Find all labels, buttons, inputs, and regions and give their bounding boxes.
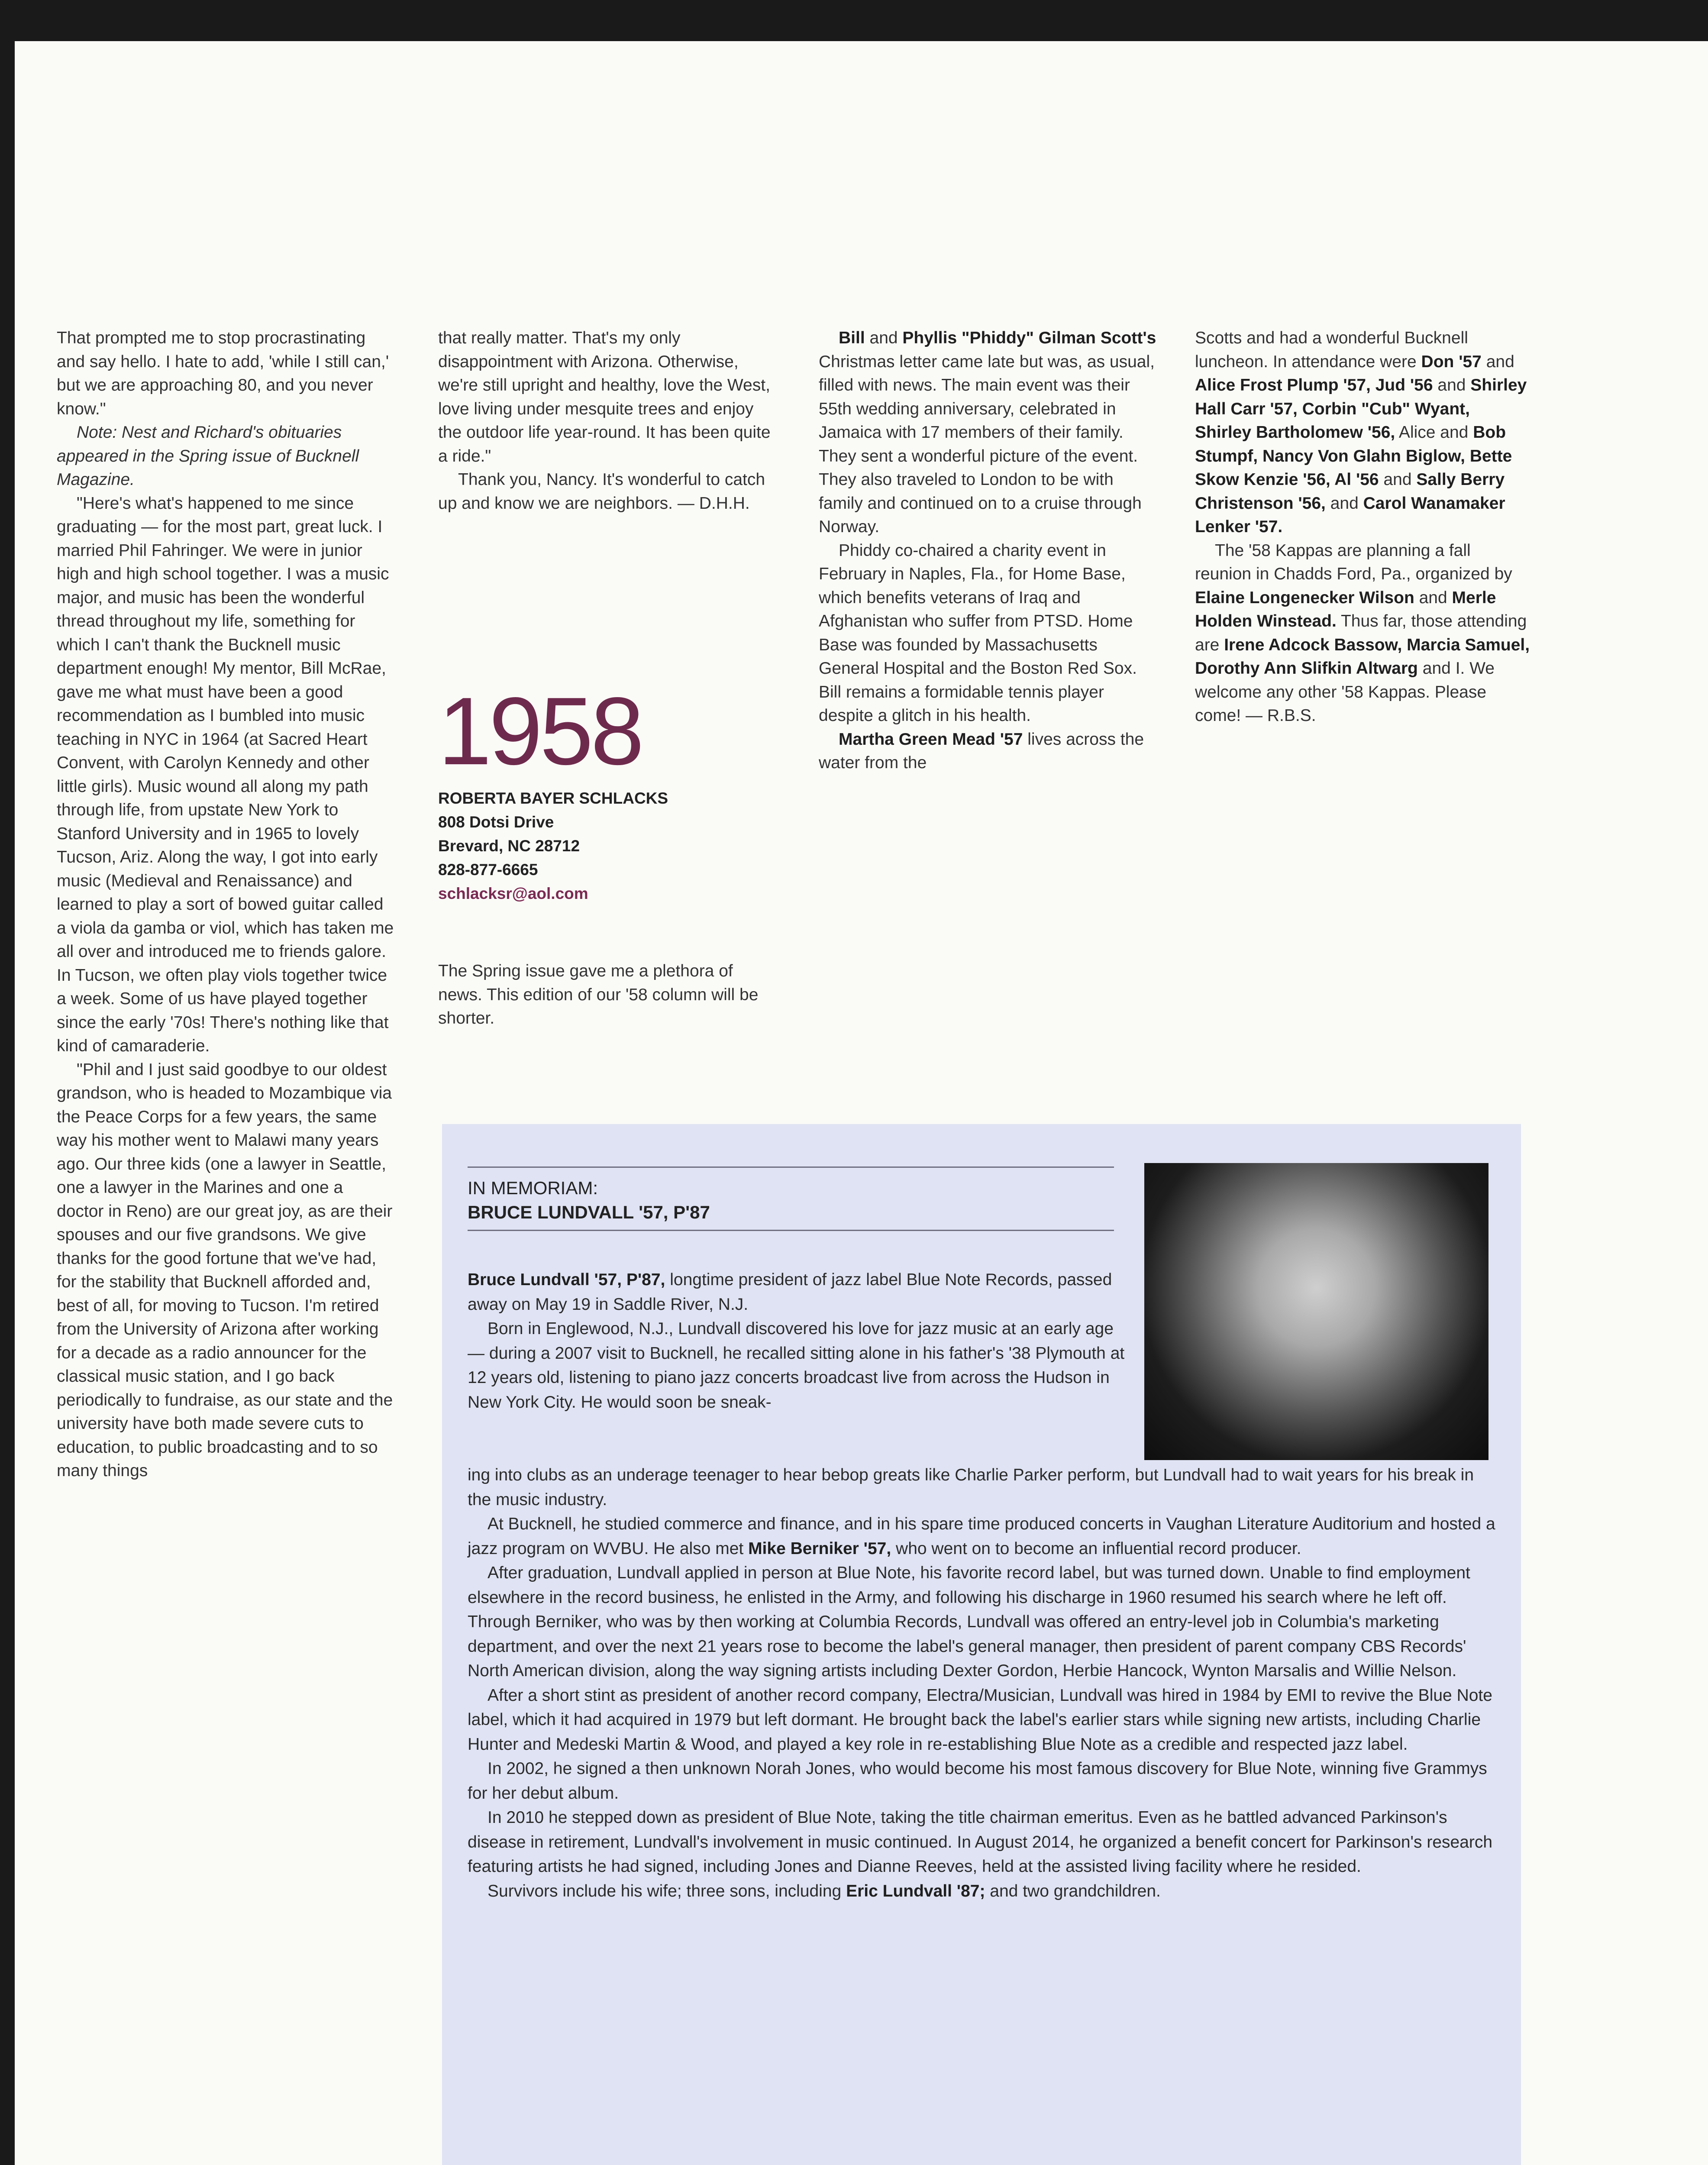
memorial-top-rule <box>468 1167 1114 1168</box>
memorial-body-top <box>468 1268 1134 1415</box>
memorial-heading <box>468 1176 710 1225</box>
secretary-phone: 828-877-6665 <box>438 861 538 879</box>
col4-paragraph-1: Scotts and had a wonderful Bucknell luncheon. In attendance were Don '57 and Alice Frost Plump '57, Jud '56 and Shirley Hall Carr '57, Corbin "Cub" Wyant, Shirley Bartholomew '56, Alice and Bob Stumpf, Nancy Von Glahn Biglow, Bette Skow Kenzie '56, Al '56 and Sally Berry Christenson '56, and Carol Wanamaker Lenker '57. <box>1195 329 1527 536</box>
memorial-paragraph-2-cont: ing into clubs as an underage teenager to hear bebop greats like Charlie Parker perform, but Lundvall had to wait years for his break in the music industry. <box>468 1466 1474 1509</box>
memorial-paragraph-5: After a short stint as president of another record company, Electra/Musician, Lundvall was hired in 1984 by EMI to revive the Blue Note label, which it had acquired in 1979 but left dormant. He brought back the label's earlier stars while signing new artists, including Charlie Hunter and Medeski Martin & Wood, and played a key role in re-establishing Blue Note as a credible and respected jazz label. <box>468 1686 1492 1754</box>
col3-paragraph-2: Phiddy co-chaired a charity event in February in Naples, Fla., for Home Base, which benefits veterans of Iraq and Afghanistan who suffer from PTSD. Home Base was founded by Massachusetts General Hospital and the Boston Red Sox. Bill remains a formidable tennis player despite a glitch in his health. <box>819 541 1137 725</box>
memorial-title: BRUCE LUNDVALL '57, P'87 <box>468 1202 710 1222</box>
col1-note: Note: Nest and Richard's obituaries appeared in the Spring issue of Bucknell Magazine. <box>57 423 359 489</box>
memorial-body-bottom <box>468 1463 1498 1903</box>
secretary-city: Brevard, NC 28712 <box>438 837 580 855</box>
column-3 <box>819 326 1156 775</box>
column-2-lower <box>438 960 776 1031</box>
col3-paragraph-3: Martha Green Mead '57 lives across the water from the <box>819 730 1144 772</box>
col1-paragraph-3: "Phil and I just said goodbye to our oldest grandson, who is headed to Mozambique via the Peace Corps for a few years, the same way his mother went to Malawi many years ago. Our three kids (one a lawyer in Seattle, one a lawyer in the Marines and one a doctor in Reno) are our great joy, as are their spouses and our five grandsons. We give thanks for the good fortune that we've had, for the stability that Bucknell afforded and, best of all, for moving to Tucson. I'm retired from the University of Arizona after working for a decade as a radio announcer for the classical music station, and I go back periodically to fundraise, as our state and the university have both made severe cuts to education, to public broadcasting and to so many things <box>57 1060 393 1480</box>
memorial-bottom-rule <box>468 1230 1114 1231</box>
class-secretary-address <box>438 786 668 905</box>
column-1 <box>57 326 394 1483</box>
col1-paragraph-1: That prompted me to stop procrastinating and say hello. I hate to add, 'while I still can,' but we are approaching 80, and you never know." <box>57 329 389 418</box>
secretary-street: 808 Dotsi Drive <box>438 813 554 831</box>
col2-paragraph-3: The Spring issue gave me a plethora of news. This edition of our '58 column will be shorter. <box>438 962 759 1028</box>
portrait-photo <box>1144 1163 1488 1460</box>
col2-paragraph-1: that really matter. That's my only disappointment with Arizona. Otherwise, we're still upright and healthy, love the West, love living under mesquite trees and enjoy the outdoor life year-round. It has been quite a ride." <box>438 329 771 465</box>
memorial-paragraph-1: Bruce Lundvall '57, P'87, longtime president of jazz label Blue Note Records, passed away on May 19 in Saddle River, N.J. <box>468 1270 1112 1314</box>
column-2 <box>438 326 776 515</box>
secretary-name: ROBERTA BAYER SCHLACKS <box>438 789 668 807</box>
memorial-paragraph-4: After graduation, Lundvall applied in person at Blue Note, his favorite record label, but was turned down. Unable to find employment elsewhere in the record business, he enlisted in the Army, and following his discharge in 1960 resumed his search where he left off. Through Berniker, who was by then working at Columbia Records, Lundvall was offered an entry-level job in Columbia's marketing department, and over the next 21 years rose to become the label's general manager, then president of parent company CBS Records' North American division, along the way signing artists including Dexter Gordon, Herbie Hancock, Wynton Marsalis and Willie Nelson. <box>468 1564 1470 1680</box>
col1-paragraph-2: "Here's what's happened to me since graduating — for the most part, great luck. I married Phil Fahringer. We were in junior high and high school together. I was a music major, and music has been the wonderful thread throughout my life, something for which I can't thank the Bucknell music department enough! My mentor, Bill McRae, gave me what must have been a good recommendation as I bumbled into music teaching in NYC in 1964 (at Sacred Heart Convent, with Carolyn Kennedy and other little girls). Music wound all along my path through life, from upstate New York to Stanford University and in 1965 to lovely Tucson, Ariz. Along the way, I got into early music (Medieval and Renaissance) and learned to play a sort of bowed guitar called a viola da gamba or viol, which has taken me all over and introduced me to friends galore. In Tucson, we often play viols together twice a week. Some of us have played together since the early '70s! There's nothing like that kind of camaraderie. <box>57 494 394 1055</box>
column-4 <box>1195 326 1530 728</box>
col3-paragraph-1: Bill and Phyllis "Phiddy" Gilman Scott's Christmas letter came late but was, as usual, filled with news. The main event was their 55th wedding anniversary, celebrated in Jamaica with 17 members of their family. They sent a wonderful picture of the event. They also traveled to London to be with family and continued on to a cruise through Norway. <box>819 329 1156 536</box>
col2-paragraph-2: Thank you, Nancy. It's wonderful to catch up and know we are neighbors. — D.H.H. <box>438 470 765 513</box>
secretary-email[interactable]: schlacksr@aol.com <box>438 885 588 902</box>
class-year-heading: 1958 <box>438 678 642 785</box>
col4-paragraph-2: The '58 Kappas are planning a fall reunion in Chadds Ford, Pa., organized by Elaine Longenecker Wilson and Merle Holden Winstead. Thus far, those attending are Irene Adcock Bassow, Marcia Samuel, Dorothy Ann Slifkin Altwarg and I. We welcome any other '58 Kappas. Please come! — R.B.S. <box>1195 541 1530 725</box>
memorial-paragraph-7: In 2010 he stepped down as president of Blue Note, taking the title chairman emeritus. Even as he battled advanced Parkinson's disease in retirement, Lundvall's involvement in music continued. In August 2014, he organized a benefit concert for Parkinson's research featuring artists he had signed, including Jones and Dianne Reeves, held at the assisted living facility where he resided. <box>468 1808 1493 1876</box>
memorial-paragraph-3: At Bucknell, he studied commerce and finance, and in his spare time produced concerts in Vaughan Literature Auditorium and hosted a jazz program on WVBU. He also met Mike Berniker '57, who went on to become an influential record producer. <box>468 1515 1495 1558</box>
memorial-paragraph-6: In 2002, he signed a then unknown Norah Jones, who would become his most famous discovery for Blue Note, winning five Grammys for her debut album. <box>468 1759 1487 1803</box>
memorial-paragraph-2: Born in Englewood, N.J., Lundvall discovered his love for jazz music at an early age — during a 2007 visit to Bucknell, he recalled sitting alone in his father's '38 Plymouth at 12 years old, listening to piano jazz concerts broadcast live from across the Hudson in New York City. He would soon be sneak- <box>468 1319 1125 1412</box>
memorial-kicker: IN MEMORIAM: <box>468 1178 598 1198</box>
memorial-paragraph-8: Survivors include his wife; three sons, including Eric Lundvall '87; and two grandchildren. <box>488 1881 1161 1900</box>
